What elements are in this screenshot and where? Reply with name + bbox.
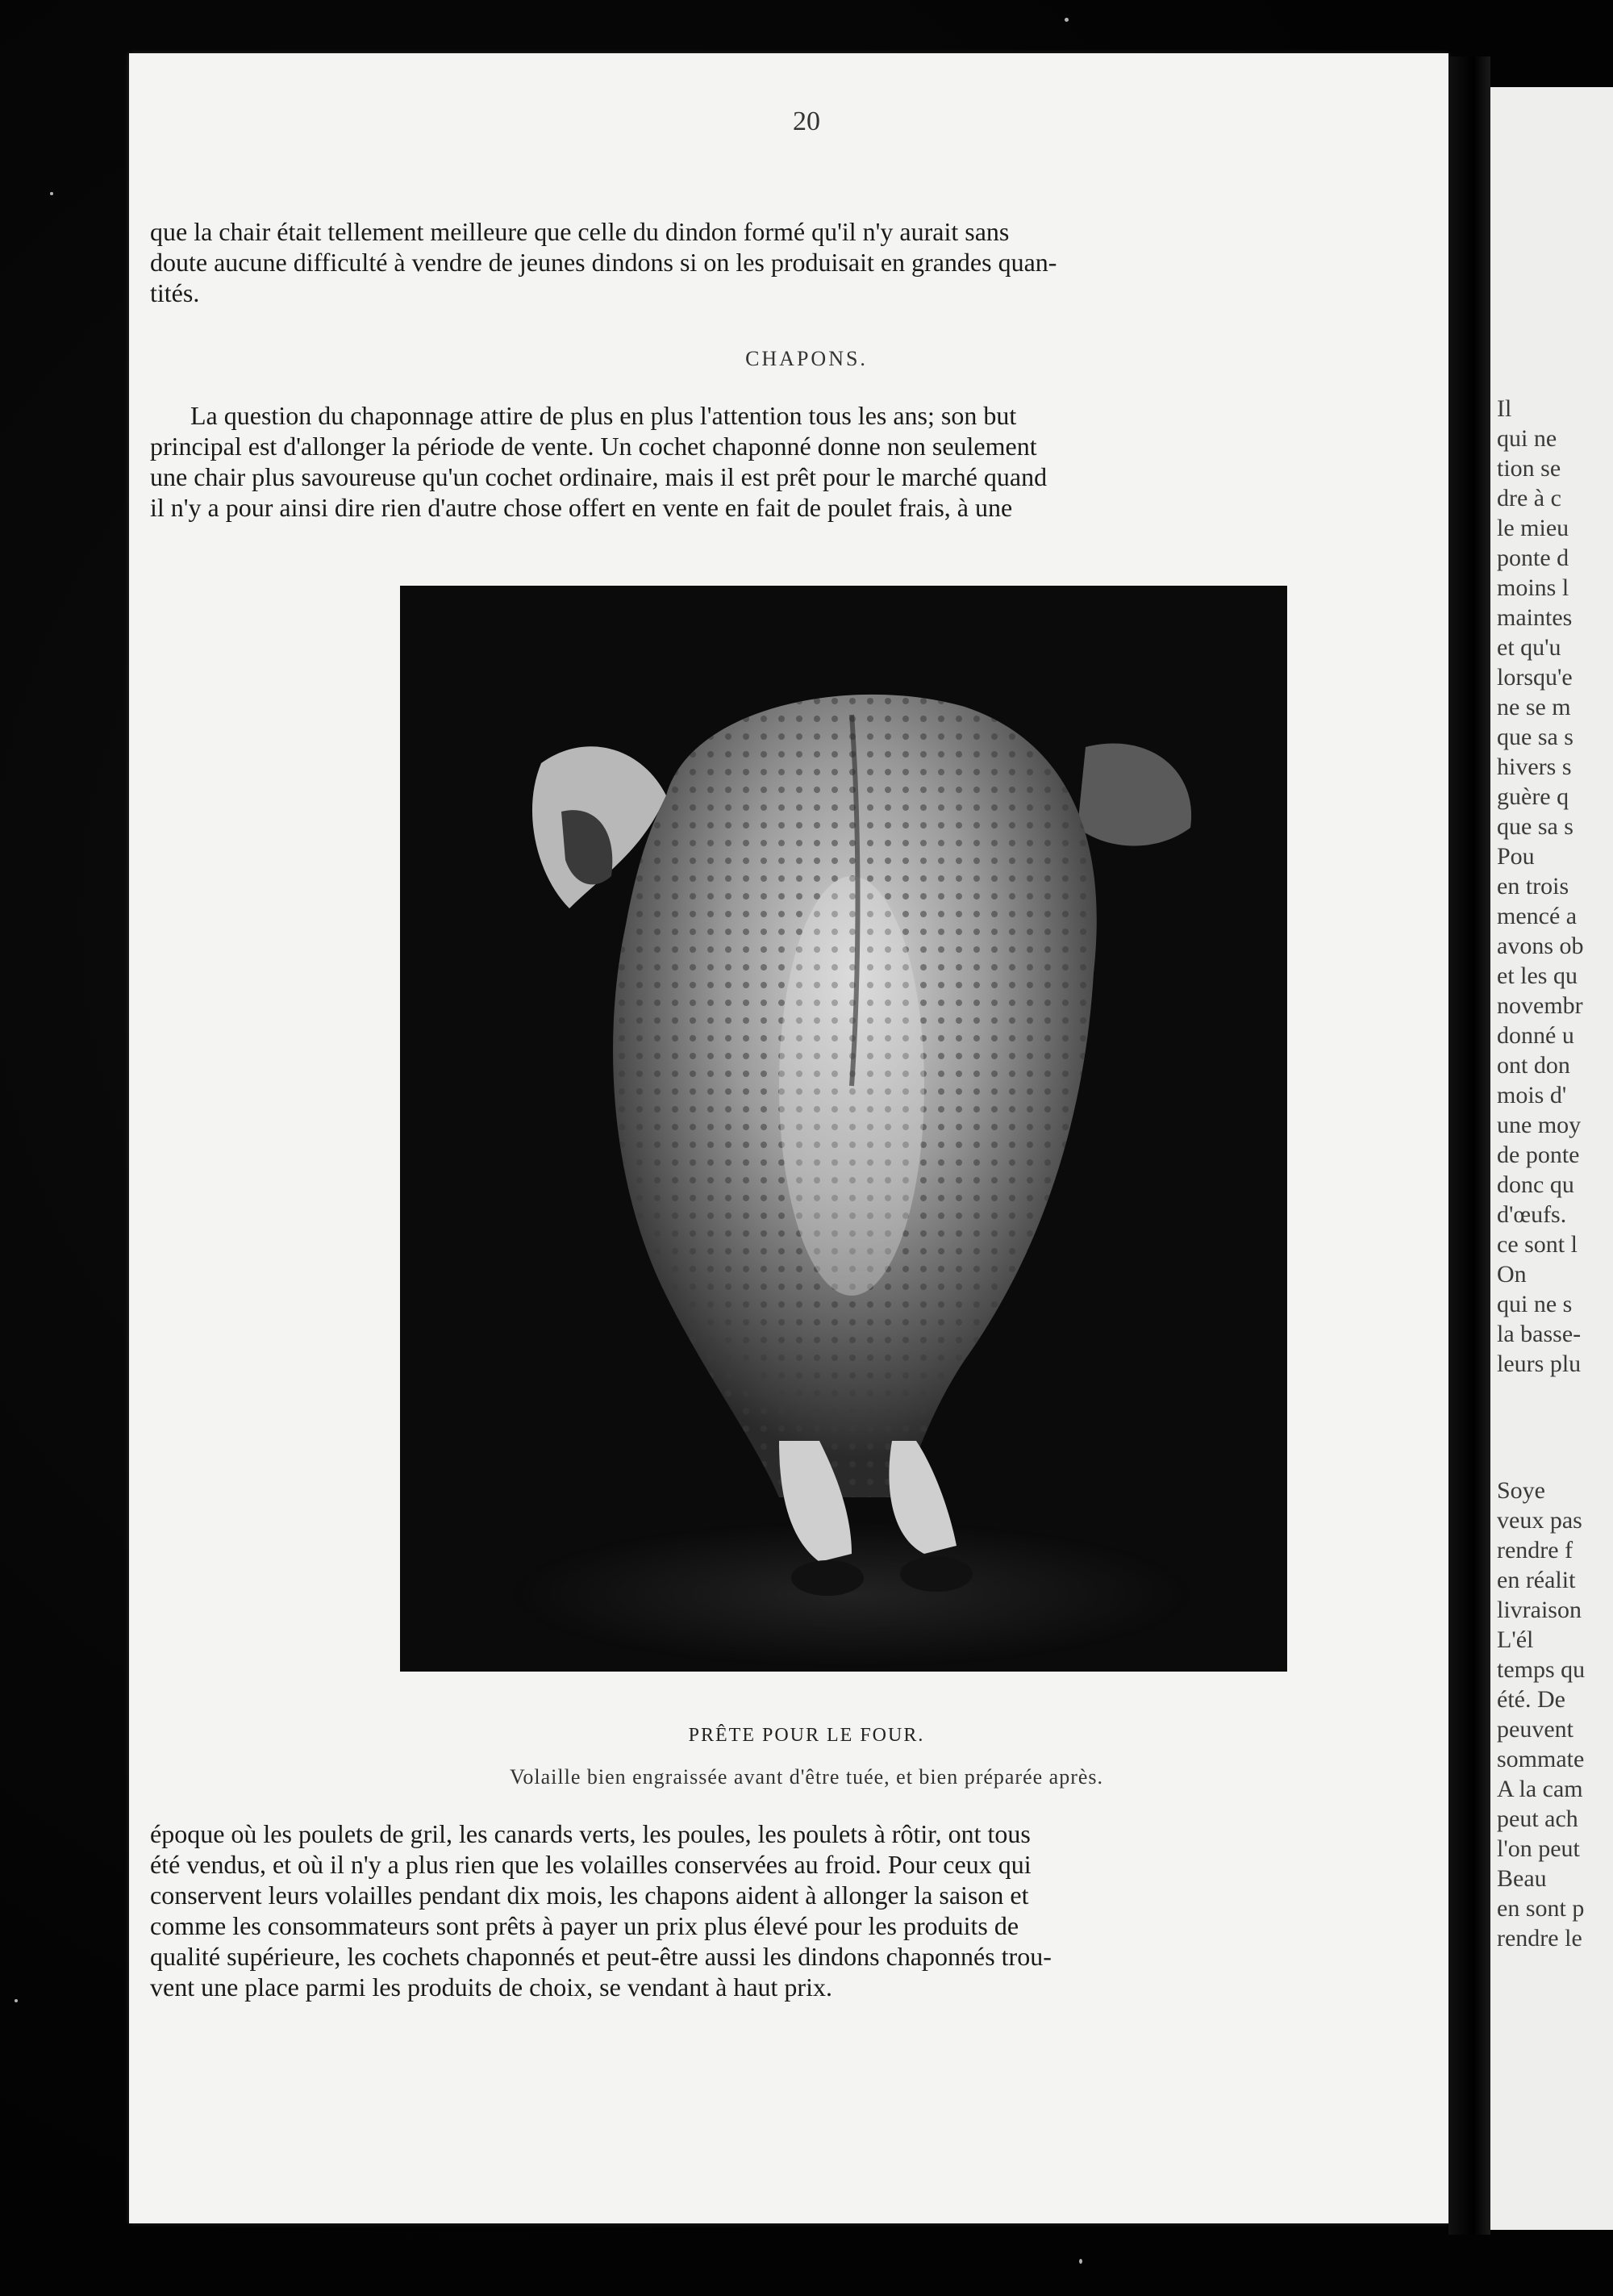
facing-text-line: tion se [1497,455,1561,482]
facing-text-line: Beau [1497,1865,1547,1892]
facing-text-line: moins l [1497,574,1569,601]
paragraph-1 [150,216,1223,308]
facing-text-line: lorsqu'e [1497,664,1573,691]
facing-text-line: que sa s [1497,813,1573,840]
facing-text-line: et qu'u [1497,634,1561,661]
facing-text-line: A la cam [1497,1776,1583,1802]
poultry-photograph [400,586,1287,1672]
facing-text-line: de ponte [1497,1142,1580,1168]
text-line: il n'y a pour ainsi dire rien d'autre chose offert en vente en fait de poulet frais, à une [150,493,1013,522]
facing-text-line: l'on peut [1497,1835,1580,1862]
text-line: comme les consommateurs sont prêts à payer un prix plus élevé pour les produits de [150,1911,1019,1940]
facing-text-line: mencé a [1497,903,1578,929]
text-line: tités. [150,278,200,307]
scan-dust [1065,18,1069,22]
facing-text-line: Soye [1497,1477,1545,1504]
facing-text-line: sommate [1497,1746,1585,1772]
book-gutter [1448,56,1490,2235]
scan-dust [1079,2259,1082,2264]
figure-caption-title: PRÊTE POUR LE FOUR. [688,1725,925,1746]
facing-text-line: que sa s [1497,724,1573,750]
facing-text-line: peuvent [1497,1716,1573,1743]
facing-text-line: en sont p [1497,1895,1585,1922]
facing-text-line: une moy [1497,1112,1582,1138]
facing-text-line: ont don [1497,1052,1570,1079]
facing-text-line: guère q [1497,783,1569,810]
facing-text-line: novembr [1497,992,1583,1019]
right-page [1490,87,1613,2230]
text-line: La question du chaponnage attire de plus en plus l'attention tous les ans; son but [190,401,1017,430]
facing-text-line: Pou [1497,843,1535,870]
text-line: vent une place parmi les produits de choix, se vendant à haut prix. [150,1972,832,2002]
facing-text-line: peut ach [1497,1805,1578,1832]
facing-text-line: leurs plu [1497,1350,1582,1377]
facing-text-line [1497,1427,1585,1476]
facing-text-line [1497,1379,1585,1427]
facing-text-line: en trois [1497,873,1569,900]
facing-text-line: donné u [1497,1022,1574,1049]
text-line: doute aucune difficulté à vendre de jeunes dindons si on les produisait en grandes quan- [150,248,1057,277]
scan-dust [15,1999,18,2002]
figure-caption-text: Volaille bien engraissée avant d'être tuée, et bien préparée après. [509,1765,1104,1789]
dressed-fowl-image [400,586,1287,1672]
facing-text-line: On [1497,1261,1527,1288]
scan-dust [50,192,53,195]
facing-text-line: donc qu [1497,1171,1574,1198]
facing-text-line: en réalit [1497,1567,1576,1593]
facing-text-line: L'él [1497,1626,1534,1653]
facing-text-line: d'œufs. [1497,1201,1567,1228]
text-line: une chair plus savoureuse qu'un cochet ordinaire, mais il est prêt pour le marché quand [150,462,1048,491]
facing-text-line: ne se m [1497,694,1571,720]
section-heading: CHAPONS. [745,347,868,370]
facing-text-line: la basse- [1497,1321,1582,1347]
facing-text-line: ponte d [1497,545,1569,571]
facing-text-line: temps qu [1497,1656,1586,1683]
facing-text-line: été. De [1497,1686,1565,1713]
facing-text-line: avons ob [1497,933,1584,959]
text-line: époque où les poulets de gril, les canards verts, les poules, les poulets à rôtir, ont tous [150,1819,1031,1848]
facing-text-line: maintes [1497,604,1573,631]
facing-text-line: rendre f [1497,1537,1573,1563]
text-line: été vendus, et où il n'y a plus rien que les volailles conservées au froid. Pour ceux qui [150,1850,1032,1879]
facing-text-line: qui ne [1497,425,1557,452]
facing-text-line: rendre le [1497,1925,1582,1952]
paragraph-2 [150,400,1223,523]
facing-text-line: le mieu [1497,515,1569,541]
facing-text-line: mois d' [1497,1082,1567,1108]
text-line: conservent leurs volailles pendant dix mois, les chapons aident à allonger la saison et [150,1881,1029,1910]
text-line: principal est d'allonger la période de vente. Un cochet chaponné donne non seulement [150,432,1037,461]
text-line: qualité supérieure, les cochets chaponnés et peut-être aussi les dindons chaponnés trou- [150,1942,1052,1971]
facing-page-text [1497,394,1585,1953]
facing-text-line: qui ne s [1497,1291,1573,1317]
facing-text-line: hivers s [1497,754,1572,780]
paragraph-3 [150,1818,1223,2002]
page-number: 20 [793,106,820,136]
facing-text-line: et les qu [1497,962,1578,989]
text-line: que la chair était tellement meilleure que celle du dindon formé qu'il n'y aurait sans [150,217,1010,246]
facing-text-line: Il [1497,395,1512,422]
facing-text-line: ce sont l [1497,1231,1578,1258]
facing-text-line: veux pas [1497,1507,1582,1534]
facing-text-line: livraison [1497,1597,1582,1623]
facing-text-line: dre à c [1497,485,1561,511]
